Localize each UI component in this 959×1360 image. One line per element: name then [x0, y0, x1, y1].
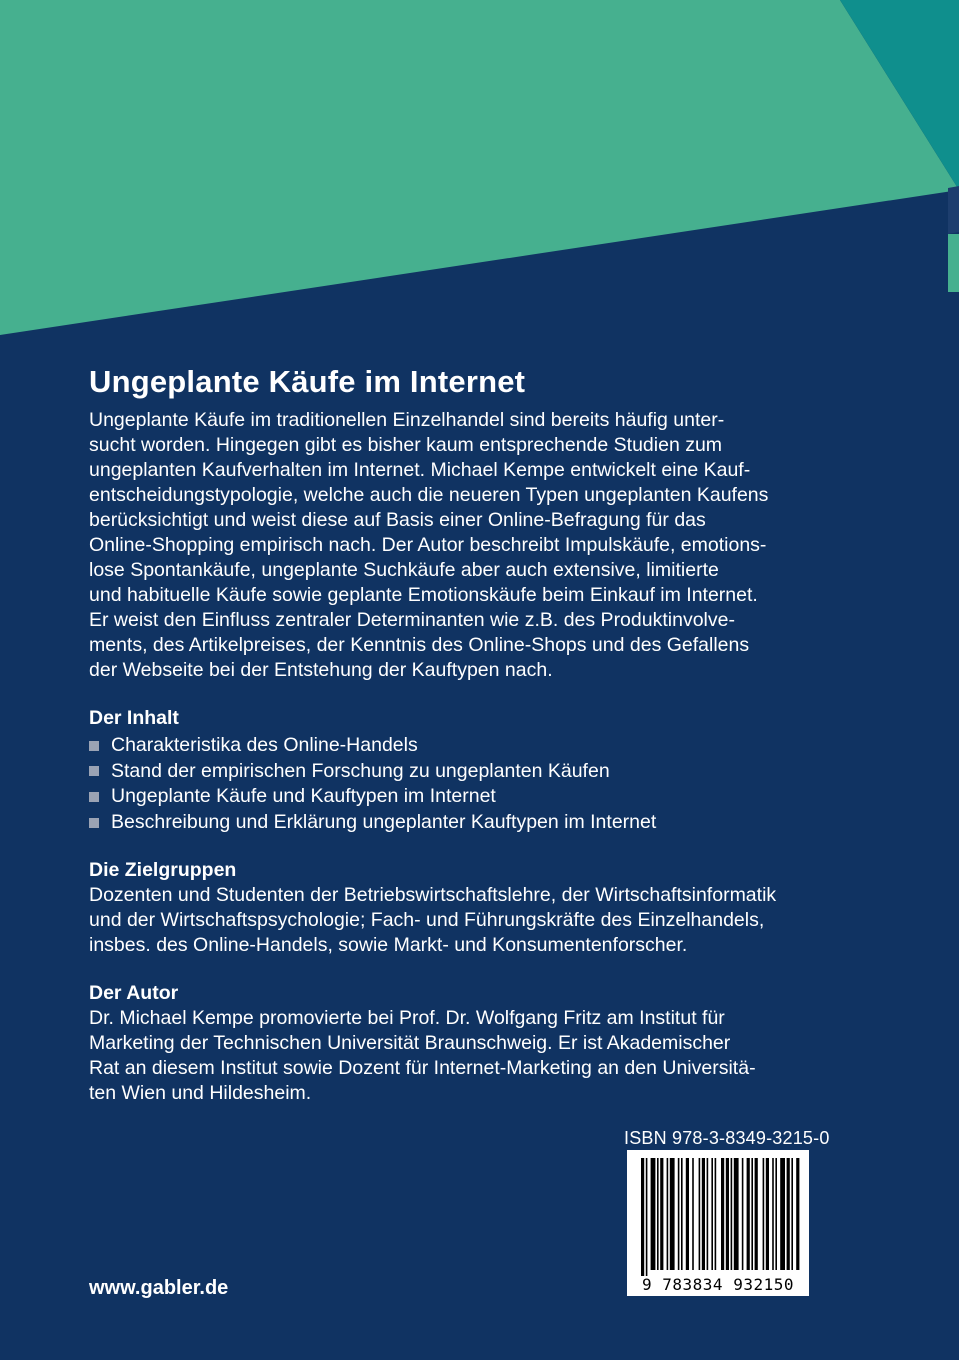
barcode-bar: [678, 1158, 680, 1270]
barcode-bar: [721, 1158, 724, 1270]
barcode-bar: [755, 1158, 758, 1270]
list-item: [89, 733, 869, 759]
contents-list: [89, 733, 869, 835]
teal-edge-tab: [948, 234, 959, 292]
barcode-bar: [667, 1158, 669, 1270]
barcode-bar: [791, 1158, 793, 1270]
barcode-bar: [775, 1158, 777, 1270]
barcode-bar: [707, 1158, 709, 1270]
barcode-bar: [734, 1158, 739, 1270]
barcode-bar: [751, 1158, 753, 1270]
author-heading: Der Autor: [89, 982, 179, 1005]
author-line: Rat an diesem Institut sowie Dozent für Internet-Marketing an den Universitä-: [89, 1057, 756, 1080]
description-line: Online-Shopping empirisch nach. Der Autor beschreibt Impulskäufe, emotions-: [89, 534, 767, 556]
barcode-bar: [763, 1158, 765, 1270]
book-title: Ungeplante Käufe im Internet: [89, 364, 526, 399]
description-line: ments, des Artikelpreises, der Kenntnis des Online-Shops und des Gefallens: [89, 634, 750, 656]
barcode-bar: [699, 1158, 701, 1270]
square-bullet-icon: [89, 792, 99, 802]
list-item-text: Stand der empirischen Forschung zu ungeplanten Käufen: [111, 759, 610, 782]
back-cover-text: [89, 364, 869, 1106]
author-section: [89, 981, 869, 1106]
barcode-bar: [772, 1158, 774, 1270]
square-bullet-icon: [89, 741, 99, 751]
author-line: ten Wien und Hildesheim.: [89, 1082, 312, 1105]
publisher-url: www.gabler.de: [89, 1277, 229, 1299]
barcode-bar: [780, 1158, 785, 1270]
barcode-bar: [726, 1158, 729, 1270]
barcode-bar: [660, 1158, 663, 1270]
description-line: lose Spontankäufe, ungeplante Suchkäufe aber auch extensive, limitierte: [89, 559, 719, 581]
description: [89, 408, 869, 683]
author-line: Dr. Michael Kempe promovierte bei Prof. Dr. Wolfgang Fritz am Institut für: [89, 1007, 725, 1030]
barcode-digits: 9 783834 932150: [642, 1275, 794, 1294]
audience-heading: Die Zielgruppen: [89, 859, 237, 882]
audience-line: insbes. des Online-Handels, sowie Markt- und Konsumentenforscher.: [89, 934, 688, 957]
description-line: ungeplanten Kaufverhalten im Internet. Michael Kempe entwickelt eine Kauf-: [89, 459, 751, 481]
list-item-text: Ungeplante Käufe und Kauftypen im Internet: [111, 785, 496, 808]
barcode-bar: [681, 1158, 683, 1270]
author-line: Marketing der Technischen Universität Braunschweig. Er ist Akademischer: [89, 1032, 731, 1055]
barcode-bar: [796, 1158, 799, 1270]
barcode-bar: [651, 1158, 656, 1270]
contents-section: [89, 706, 869, 835]
description-line: der Webseite bei der Entstehung der Kauftypen nach.: [89, 659, 553, 681]
barcode-bar: [766, 1158, 769, 1270]
list-item: [89, 810, 869, 836]
navy-corner: [948, 186, 959, 234]
list-item-text: Charakteristika des Online-Handels: [111, 734, 418, 756]
list-item: [89, 784, 869, 810]
audience-line: Dozenten und Studenten der Betriebswirtschaftslehre, der Wirtschaftsinformatik: [89, 884, 777, 907]
description-line: berücksichtigt und weist diese auf Basis einer Online-Befragung für das: [89, 509, 706, 531]
barcode-bar: [657, 1158, 659, 1270]
description-line: Ungeplante Käufe im traditionellen Einzelhandel sind bereits häufig unter-: [89, 409, 725, 431]
contents-heading: Der Inhalt: [89, 707, 179, 729]
barcode-bar: [747, 1158, 750, 1270]
description-line: sucht worden. Hingegen gibt es bisher kaum entsprechende Studien zum: [89, 434, 723, 456]
description-line: Er weist den Einfluss zentraler Determinanten wie z.B. des Produktinvolve-: [89, 609, 735, 631]
isbn-label: ISBN 978-3-8349-3215-0: [624, 1128, 830, 1148]
barcode: [627, 1150, 809, 1296]
list-item-text: Beschreibung und Erklärung ungeplanter Kauftypen im Internet: [111, 810, 657, 833]
barcode-bar: [641, 1158, 644, 1276]
barcode-bar: [686, 1158, 689, 1270]
barcode-bar: [787, 1158, 790, 1270]
barcode-bar: [646, 1158, 648, 1276]
audience-section: [89, 858, 869, 958]
description-line: entscheidungstypologie, welche auch die neueren Typen ungeplanten Kaufens: [89, 484, 769, 506]
barcode-bar: [711, 1158, 713, 1270]
list-item: [89, 759, 869, 785]
audience-line: und der Wirtschaftspsychologie; Fach- und Führungskräfte des Einzelhandels,: [89, 909, 765, 932]
barcode-bar: [702, 1158, 705, 1270]
description-line: und habituelle Käufe sowie geplante Emotionskäufe beim Einkauf im Internet.: [89, 584, 758, 606]
square-bullet-icon: [89, 818, 99, 828]
barcode-bar: [692, 1158, 694, 1270]
barcode-bar: [715, 1158, 717, 1270]
square-bullet-icon: [89, 766, 99, 776]
barcode-bar: [742, 1158, 744, 1270]
barcode-bar: [670, 1158, 675, 1270]
barcode-bar: [731, 1158, 733, 1270]
